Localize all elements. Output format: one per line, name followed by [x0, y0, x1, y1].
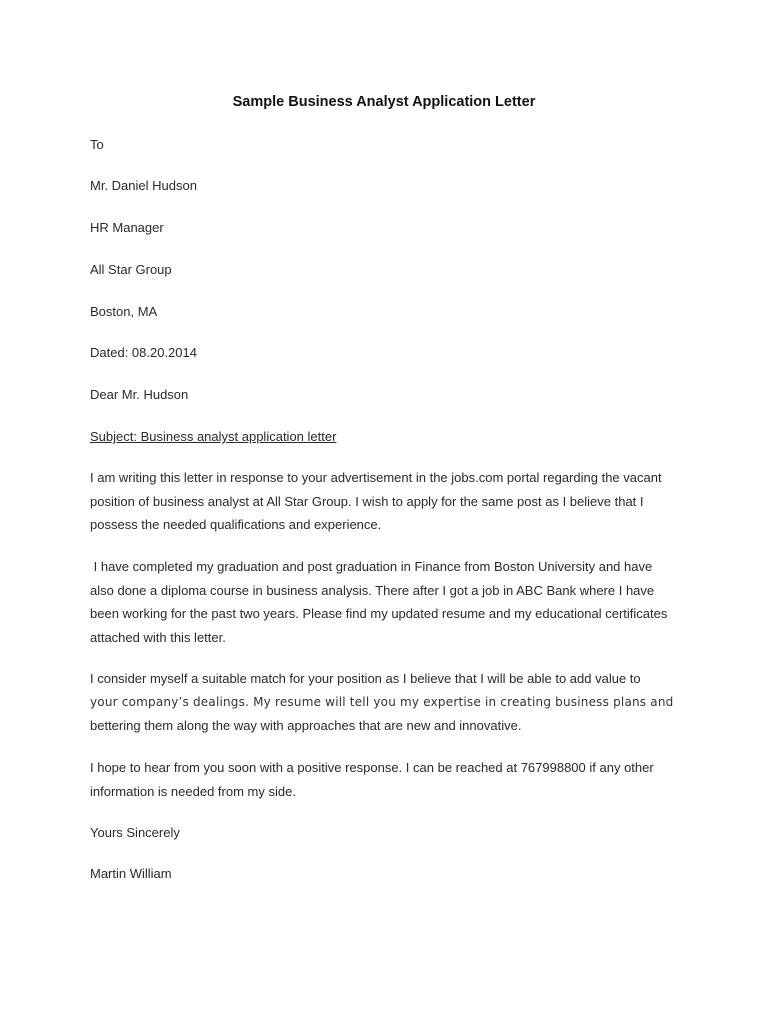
company-name: All Star Group [90, 262, 172, 277]
company-location: Boston, MA [90, 304, 158, 319]
signature-name: Martin William [90, 866, 172, 881]
paragraph-2 [90, 555, 690, 649]
paragraph-4-line: information is needed from my side. [90, 783, 296, 799]
paragraph-1-line: possess the needed qualifications and experience. [90, 517, 382, 532]
paragraph-1-line: I am writing this letter in response to your advertisement in the jobs.com portal regarding the vacant [90, 470, 662, 485]
paragraph-1 [90, 466, 690, 537]
recipient-name: Mr. Daniel Hudson [90, 178, 197, 193]
paragraph-4-line: I hope to hear from you soon with a positive response. I can be reached at 767998800 if any other [90, 760, 654, 775]
recipient-title: HR Manager [90, 220, 164, 235]
paragraph-2-line: been working for the past two years. Please find my updated resume and my educational certificates [90, 606, 668, 621]
paragraph-1-line: position of business analyst at All Star Group. I wish to apply for the same post as I believe that I [90, 493, 644, 509]
paragraph-3-line: your company’s dealings. My resume will tell you my expertise in creating business plans and [90, 694, 674, 709]
paragraph-3-line: bettering them along the way with approaches that are new and innovative. [90, 718, 522, 733]
to-line: To [90, 137, 104, 152]
subject-line: Subject: Business analyst application letter [90, 429, 337, 444]
closing: Yours Sincerely [90, 825, 180, 840]
salutation: Dear Mr. Hudson [90, 387, 189, 402]
paragraph-3 [90, 667, 690, 738]
letter-title: Sample Business Analyst Application Letter [232, 94, 536, 110]
paragraph-4 [90, 756, 690, 803]
paragraph-2-line: I have completed my graduation and post graduation in Finance from Boston University and have [90, 559, 653, 574]
letter-date: Dated: 08.20.2014 [90, 345, 197, 360]
paragraph-3-line: I consider myself a suitable match for your position as I believe that I will be able to add value to [90, 671, 641, 686]
paragraph-2-line: also done a diploma course in business analysis. There after I got a job in ABC Bank where I have [90, 582, 655, 598]
paragraph-2-line: attached with this letter. [90, 629, 226, 645]
